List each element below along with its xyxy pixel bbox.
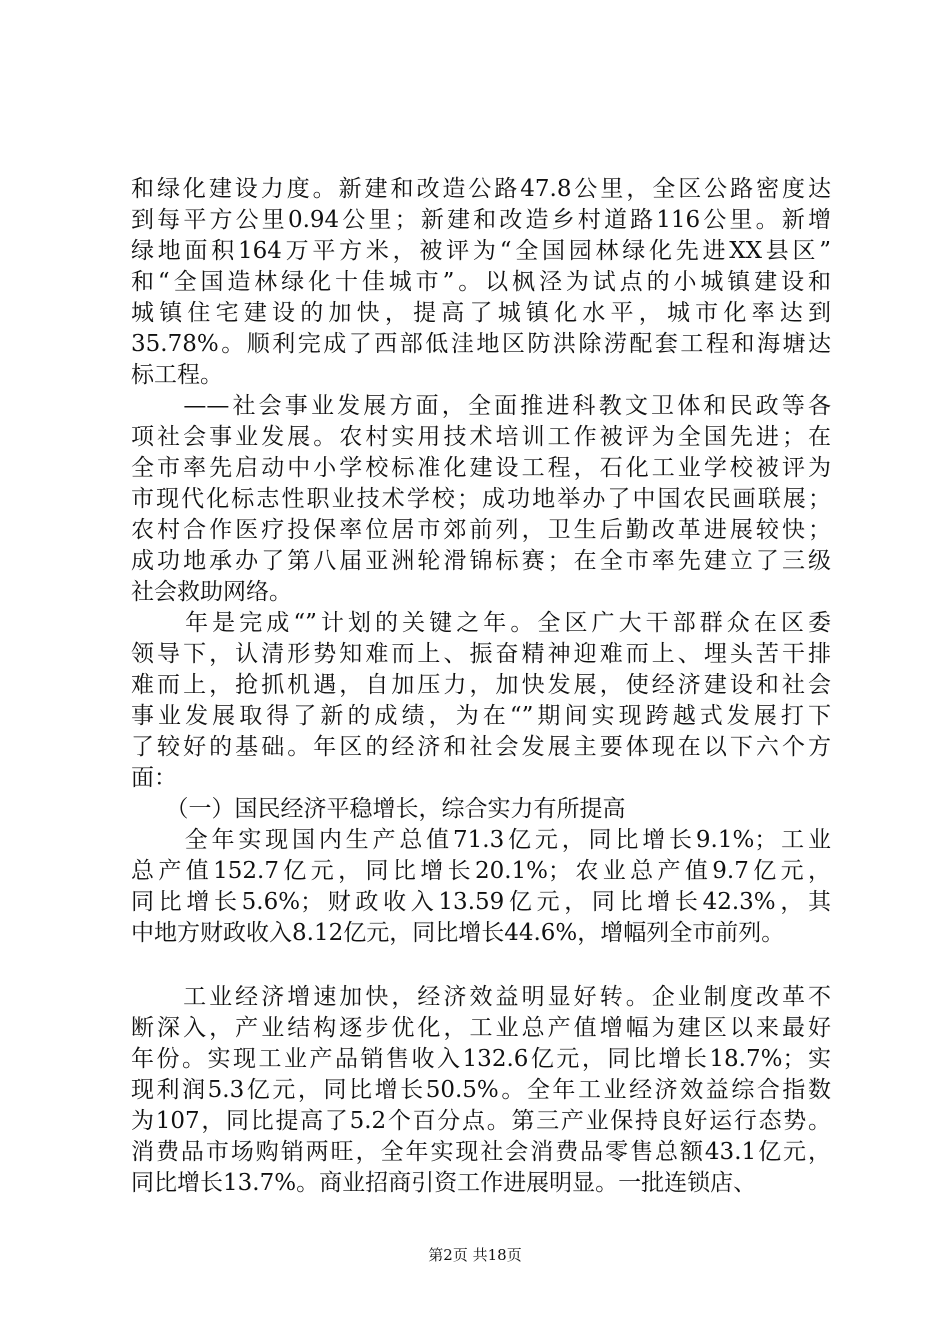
text-line: 现利润5.3亿元，同比增长50.5%。全年工业经济效益综合指数 xyxy=(131,1077,831,1103)
text-line: 城镇住宅建设的加快，提高了城镇化水平，城市化率达到 xyxy=(131,300,831,326)
text-line: 35.78%。顺利完成了西部低洼地区防洪除涝配套工程和海塘达 xyxy=(131,331,831,357)
text-line: 全市率先启动中小学校标准化建设工程，石化工业学校被评为 xyxy=(131,455,831,481)
text-line: 领导下，认清形势知难而上、振奋精神迎难而上、埋头苦干排 xyxy=(131,641,831,667)
text-line: 到每平方公里0.94公里；新建和改造乡村道路116公里。新增 xyxy=(131,207,831,233)
text-line: （一）国民经济平稳增长，综合实力有所提高 xyxy=(131,796,626,822)
text-line: 为107，同比提高了5.2个百分点。第三产业保持良好运行态势。 xyxy=(131,1108,831,1134)
text-line: 全年实现国内生产总值71.3亿元，同比增长9.1%；工业 xyxy=(131,827,831,853)
text-line: 面： xyxy=(131,765,177,791)
text-line: 事业发展取得了新的成绩，为在“”期间实现跨越式发展打下 xyxy=(131,703,831,729)
text-line: 同比增长13.7%。商业招商引资工作进展明显。一批连锁店、 xyxy=(131,1170,757,1196)
text-line: 同比增长5.6%；财政收入13.59亿元，同比增长42.3%，其 xyxy=(131,889,831,915)
text-line: 难而上，抢抓机遇，自加压力，加快发展，使经济建设和社会 xyxy=(131,672,831,698)
text-line: 项社会事业发展。农村实用技术培训工作被评为全国先进；在 xyxy=(131,424,831,450)
text-line: 消费品市场购销两旺，全年实现社会消费品零售总额43.1亿元， xyxy=(131,1139,831,1165)
text-line: 年是完成“”计划的关键之年。全区广大干部群众在区委 xyxy=(131,610,831,636)
text-line: ——社会事业发展方面，全面推进科教文卫体和民政等各 xyxy=(131,393,831,419)
text-line: 总产值152.7亿元，同比增长20.1%；农业总产值9.7亿元， xyxy=(131,858,831,884)
paragraph-gap xyxy=(131,949,831,982)
text-line: 断深入，产业结构逐步优化，工业总产值增幅为建区以来最好 xyxy=(131,1015,831,1041)
text-line: 了较好的基础。年区的经济和社会发展主要体现在以下六个方 xyxy=(131,734,831,760)
text-line: 成功地承办了第八届亚洲轮滑锦标赛；在全市率先建立了三级 xyxy=(131,548,831,574)
text-line: 工业经济增速加快，经济效益明显好转。企业制度改革不 xyxy=(131,984,831,1010)
text-line: 绿地面积164万平方米，被评为“全国园林绿化先进XX县区” xyxy=(131,238,831,264)
document-body xyxy=(131,174,831,1199)
text-line: 和绿化建设力度。新建和改造公路47.8公里，全区公路密度达 xyxy=(131,176,831,202)
text-line: 中地方财政收入8.12亿元，同比增长44.6%，增幅列全市前列。 xyxy=(131,920,785,946)
text-line: 社会救助网络。 xyxy=(131,579,292,605)
text-line: 年份。实现工业产品销售收入132.6亿元，同比增长18.7%；实 xyxy=(131,1046,831,1072)
text-line: 标工程。 xyxy=(131,362,223,388)
text-line: 和“全国造林绿化十佳城市”。以枫泾为试点的小城镇建设和 xyxy=(131,269,831,295)
text-line: 市现代化标志性职业技术学校；成功地举办了中国农民画联展； xyxy=(131,486,831,512)
text-line: 农村合作医疗投保率位居市郊前列，卫生后勤改革进展较快； xyxy=(131,517,831,543)
page-footer: 第2页 共18页 xyxy=(428,1246,522,1264)
